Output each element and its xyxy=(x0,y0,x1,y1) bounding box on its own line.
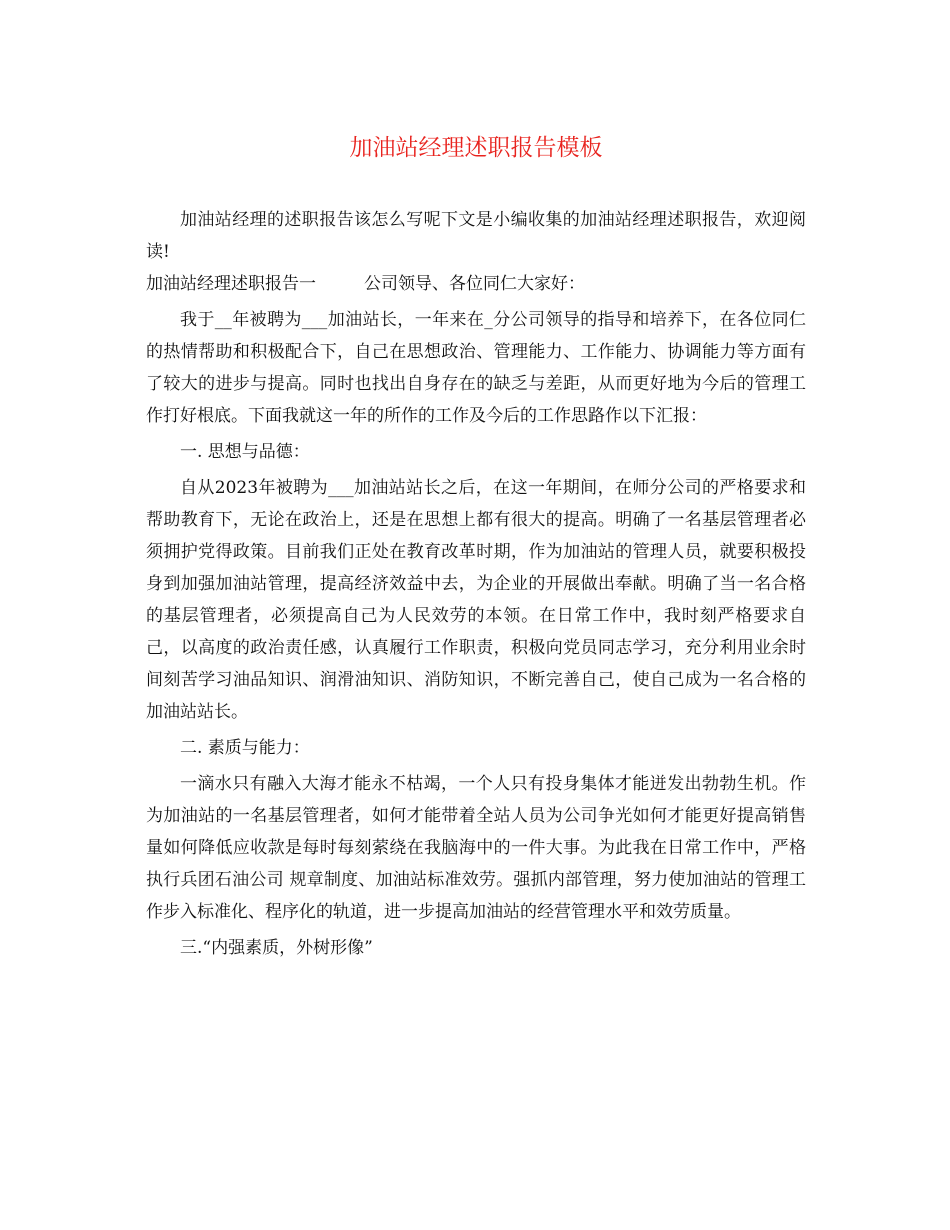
section1-body: 自从2023年被聘为___加油站站长之后，在这一年期间，在师分公司的严格要求和帮助教育下，无论在政治上，还是在思想上都有很大的提高。明确了一名基层管理者必须拥护党得政策。目前我们正处在教育改革时期，作为加油站的管理人员，就要积极投身到加强加油站管理，提高经济效益中去，为企业的开展做出奉献。明确了当一名合格的基层管理者，必须提高自己为人民效劳的本领。在日常工作中，我时刻严格要求自己，以高度的政治责任感，认真履行工作职责，积极向党员同志学习，充分利用业余时间刻苦学习油品知识、润滑油知识、消防知识，不断完善自己，使自己成为一名合格的加油站站长。 xyxy=(146,478,806,722)
salutation: 公司领导、各位同仁大家好： xyxy=(364,274,585,294)
section2-heading: 二. 素质与能力： xyxy=(180,738,310,758)
opening-paragraph: 我于__年被聘为___加油站长，一年来在_分公司领导的指导和培养下，在各位同仁的热情帮助和积极配合下，自己在思想政治、管理能力、工作能力、协调能力等方面有了较大的进步与提高。同时也找出自身存在的缺乏与差距，从而更好地为今后的管理工作打好根底。下面我就这一年的所作的工作及今后的工作思路作以下汇报： xyxy=(146,310,806,426)
intro-paragraph: 加油站经理的述职报告该怎么写呢下文是小编收集的加油站经理述职报告，欢迎阅读! xyxy=(146,210,806,262)
section3-heading: 三.“内强素质，外树形像” xyxy=(180,938,373,958)
report-heading-line xyxy=(146,268,806,300)
section1-heading: 一. 思想与品德： xyxy=(180,442,310,462)
document-title: 加油站经理述职报告模板 xyxy=(349,135,603,161)
report-heading: 加油站经理述职报告一 xyxy=(146,274,316,294)
document-page xyxy=(146,128,806,964)
section2-body: 一滴水只有融入大海才能永不枯竭，一个人只有投身集体才能迸发出勃勃生机。作为加油站的一名基层管理者，如何才能带着全站人员为公司争光如何才能更好提高销售量如何降低应收款是每时每刻萦绕在我脑海中的一件大事。为此我在日常工作中，严格执行兵团石油公司 规章制度、加油站标准效劳。强抓内部管理，努力使加油站的管理工作步入标准化、程序化的轨道，进一步提高加油站的经营管理水平和效劳质量。 xyxy=(146,774,806,922)
